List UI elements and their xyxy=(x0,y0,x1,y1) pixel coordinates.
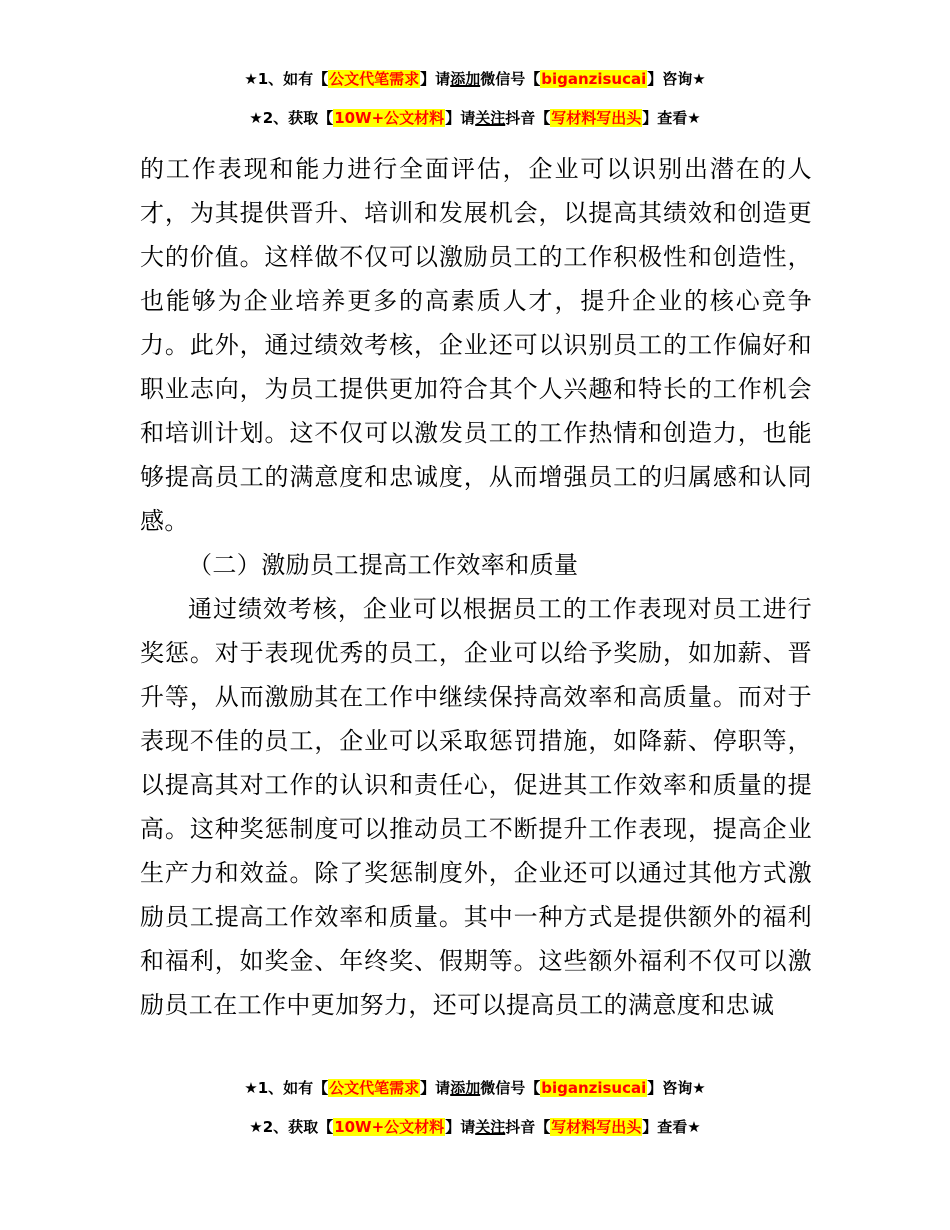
footer-line1-prefix: ★1、如有【 xyxy=(244,1079,329,1097)
banner-underlined-follow: 关注 xyxy=(475,109,506,127)
footer-underlined-add: 添加 xyxy=(450,1079,481,1097)
banner-highlight-service: 公文代笔需求 xyxy=(329,70,420,88)
body-paragraph-2: 通过绩效考核，企业可以根据员工的工作表现对员工进行奖惩。对于表现优秀的员工，企业可以给予奖励，如加薪、晋升等，从而激励其在工作中继续保持高效率和高质量。而对于表现不佳的员工，企业可以采取惩罚措施，如降薪、停职等，以提高其对工作的认识和责任心，促进其工作效率和质量的提高。这种奖惩制度可以推动员工不断提升工作表现，提高企业生产力和效益。除了奖惩制度外，企业还可以通过其他方式激励员工提高工作效率和质量。其中一种方式是提供额外的福利和福利，如奖金、年终奖、假期等。这些额外福利不仅可以激励员工在工作中更加努力，还可以提高员工的满意度和忠诚 xyxy=(140,595,812,1019)
body-paragraph-1: 的工作表现和能力进行全面评估，企业可以识别出潜在的人才，为其提供晋升、培训和发展机会，以提高其绩效和创造更大的价值。这样做不仅可以激励员工的工作积极性和创造性，也能够为企业培养更多的高素质人才，提升企业的核心竞争力。此外，通过绩效考核，企业还可以识别员工的工作偏好和职业志向，为员工提供更加符合其个人兴趣和特长的工作机会和培训计划。这不仅可以激发员工的工作热情和创造力，也能够提高员工的满意度和忠诚度，从而增强员工的归属感和认同感。 xyxy=(140,155,812,535)
banner-underlined-add: 添加 xyxy=(450,70,481,88)
banner-line2-suffix: 】查看★ xyxy=(642,109,701,127)
banner-line-1 xyxy=(0,64,950,94)
footer-highlight-douyin: 写材料写出头 xyxy=(551,1118,642,1136)
footer-underlined-follow: 关注 xyxy=(475,1118,506,1136)
section-heading: （二）激励员工提高工作效率和质量 xyxy=(188,551,579,579)
footer-line1-mid: 】请 xyxy=(420,1079,451,1097)
footer-highlight-materials: 10W+公文材料 xyxy=(334,1118,445,1136)
banner-highlight-douyin: 写材料写出头 xyxy=(551,109,642,127)
document-body xyxy=(140,147,812,1027)
banner-line1-prefix: ★1、如有【 xyxy=(244,70,329,88)
footer-banner-line-1 xyxy=(0,1073,950,1103)
banner-line1-mid: 】请 xyxy=(420,70,451,88)
banner-highlight-wechat-id: biganzisucai xyxy=(541,70,647,88)
banner-line-2 xyxy=(0,103,950,133)
footer-line2-mid: 】请 xyxy=(445,1118,476,1136)
banner-line2-prefix: ★2、获取【 xyxy=(249,109,334,127)
footer-line2-mid2: 抖音【 xyxy=(505,1118,551,1136)
banner-line1-mid2: 微信号【 xyxy=(480,70,541,88)
banner-line2-mid2: 抖音【 xyxy=(505,109,551,127)
banner-line1-suffix: 】咨询★ xyxy=(647,70,706,88)
banner-line2-mid: 】请 xyxy=(445,109,476,127)
footer-line1-suffix: 】咨询★ xyxy=(647,1079,706,1097)
footer-banner-line-2 xyxy=(0,1112,950,1142)
footer-line1-mid2: 微信号【 xyxy=(480,1079,541,1097)
footer-banner xyxy=(0,1073,950,1142)
header-banner xyxy=(0,0,950,133)
banner-highlight-materials: 10W+公文材料 xyxy=(334,109,445,127)
footer-highlight-service: 公文代笔需求 xyxy=(329,1079,420,1097)
footer-highlight-wechat-id: biganzisucai xyxy=(541,1079,647,1097)
footer-line2-prefix: ★2、获取【 xyxy=(249,1118,334,1136)
footer-line2-suffix: 】查看★ xyxy=(642,1118,701,1136)
